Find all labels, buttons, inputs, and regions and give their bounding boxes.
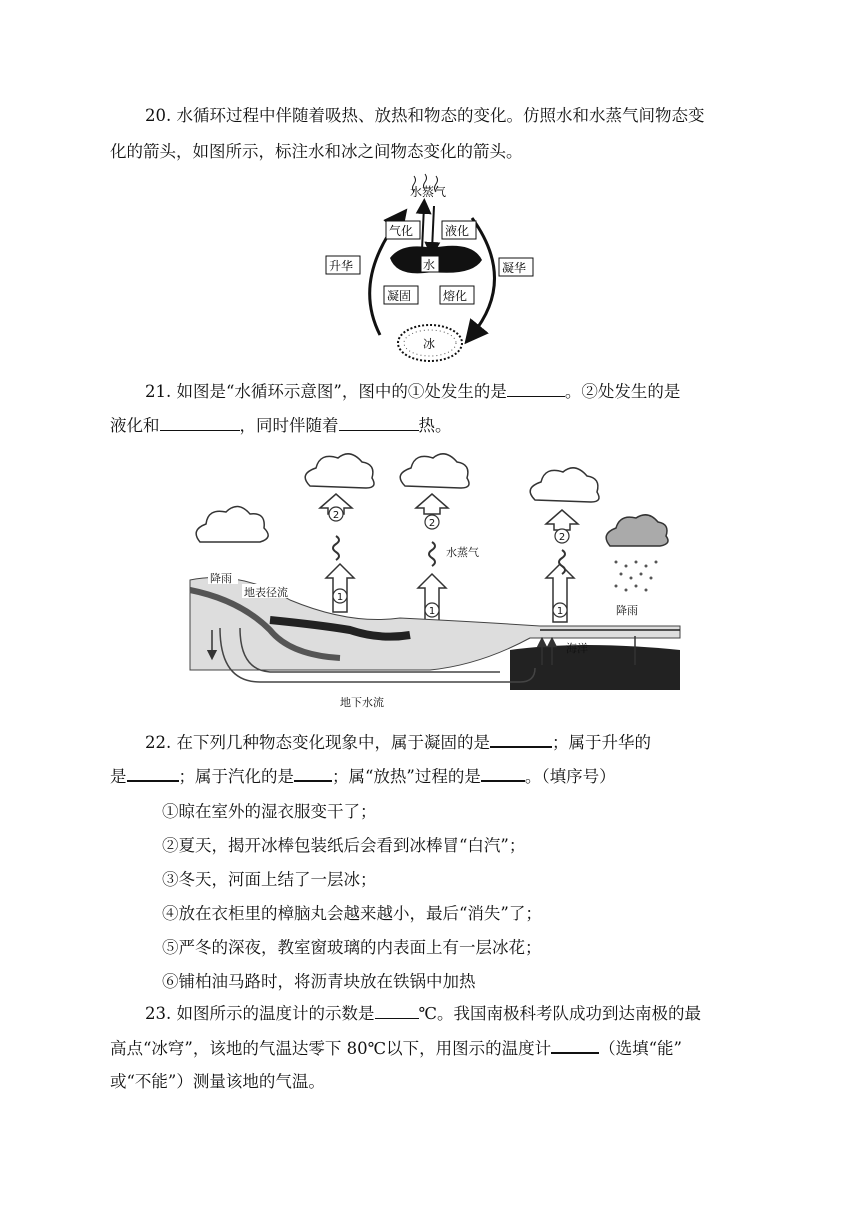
q22-blank-3[interactable] <box>294 766 332 782</box>
ocean-label: 海洋 <box>566 642 588 655</box>
q22-line2: 是 ；属于汽化的是 ；属“放热”过程的是 。（填序号） <box>110 767 616 786</box>
vapor-label: 水蒸气 <box>410 185 447 199</box>
runoff-label: 地表径流 <box>244 586 288 599</box>
q21-line2: 液化和 ，同时伴随着 热。 <box>110 416 452 435</box>
q21-line1: 21. 如图是“水循环示意图”，图中的①处发生的是 。②处发生的是 <box>145 382 681 401</box>
melt-label: 熔化 <box>443 289 468 303</box>
q22-item-2: ②夏天，揭开冰棒包装纸后会看到冰棒冒“白汽”； <box>162 836 526 855</box>
q20-line1: 20. 水循环过程中伴随着吸热、放热和物态的变化。仿照水和水蒸气间物态变 <box>145 106 705 125</box>
water-cycle-diagram <box>180 450 685 715</box>
phase-change-diagram <box>322 170 540 370</box>
q23-line2: 高点“冰穹”，该地的气温达零下 80℃以下，用图示的温度计 （选填“能” <box>110 1039 682 1058</box>
mark-2-b: 2 <box>428 518 436 529</box>
q22-item-6: ⑥铺柏油马路时，将沥青块放在铁锅中加热 <box>162 972 476 991</box>
q21-blank-2[interactable] <box>160 416 240 431</box>
q23-line1: 23. 如图所示的温度计的示数是 ℃。我国南极科考队成功到达南极的最 <box>145 1004 701 1023</box>
q23-blank-2[interactable] <box>551 1038 599 1054</box>
q21-blank-1[interactable] <box>507 382 565 397</box>
q22-blank-4[interactable] <box>481 766 525 782</box>
mark-1-c: 1 <box>556 606 564 617</box>
rain-right-label: 降雨 <box>616 604 638 617</box>
liquefy-label: 液化 <box>445 224 470 238</box>
water-label: 水 <box>423 258 436 272</box>
q22-line1: 22. 在下列几种物态变化现象中，属于凝固的是 ；属于升华的 <box>145 733 651 752</box>
ice-label: 冰 <box>423 337 436 351</box>
mark-2-a: 2 <box>332 510 340 521</box>
vaporize-label: 气化 <box>389 224 414 238</box>
q22-item-1: ①晾在室外的湿衣服变干了； <box>162 802 377 821</box>
q22-blank-1[interactable] <box>490 732 552 748</box>
mark-1-b: 1 <box>428 606 436 617</box>
q22-item-5: ⑤严冬的深夜，教室窗玻璃的内表面上有一层冰花； <box>162 938 542 957</box>
q21-blank-3[interactable] <box>339 416 419 431</box>
q22-blank-2[interactable] <box>127 766 179 782</box>
q22-item-3: ③冬天，河面上结了一层冰； <box>162 870 377 889</box>
q20-line2: 化的箭头，如图所示，标注水和冰之间物态变化的箭头。 <box>110 142 523 161</box>
desublimate-label: 凝华 <box>502 261 527 275</box>
solidify-label: 凝固 <box>387 289 412 303</box>
q23-blank-1[interactable] <box>375 1004 419 1019</box>
vapor-label-2: 水蒸气 <box>446 546 479 559</box>
rain-left-label: 降雨 <box>210 572 232 585</box>
mark-1-a: 1 <box>336 592 344 603</box>
groundwater-label: 地下水流 <box>340 696 384 709</box>
mark-2-c: 2 <box>558 532 566 543</box>
q23-line3: 或“不能”）测量该地的气温。 <box>110 1072 325 1091</box>
q22-item-4: ④放在衣柜里的樟脑丸会越来越小，最后“消失”了； <box>162 904 542 923</box>
sublimate-label: 升华 <box>329 259 354 273</box>
